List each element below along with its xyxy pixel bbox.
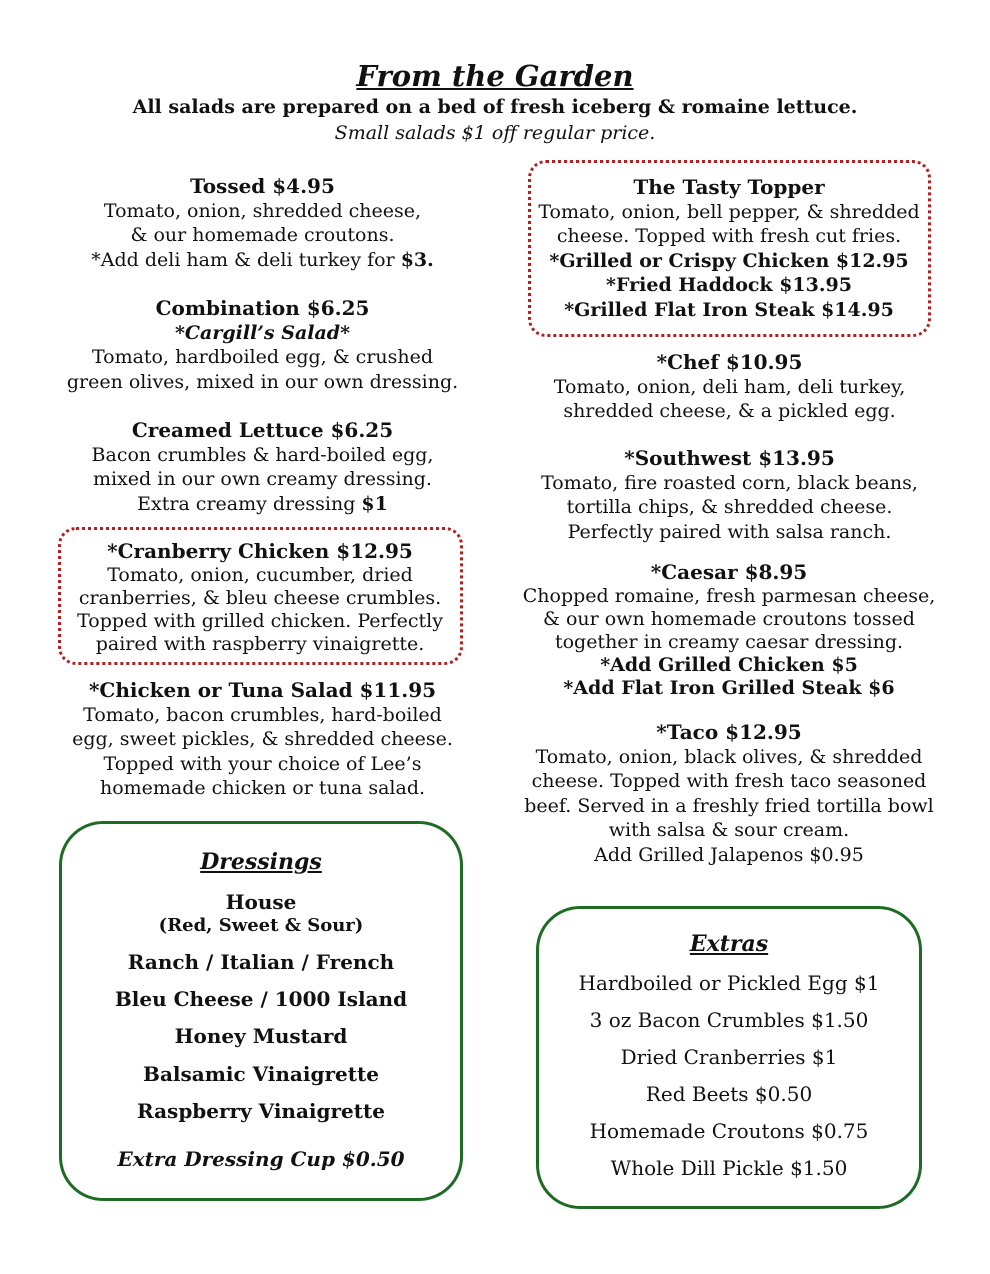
item-desc: Add Grilled Jalapenos $0.95 bbox=[594, 843, 864, 866]
item-subtitle: *Cargill’s Salad* bbox=[174, 321, 351, 344]
salad-taco bbox=[520, 720, 938, 867]
addon-text: Extra creamy dressing bbox=[137, 492, 362, 515]
item-name: *Southwest $13.95 bbox=[624, 446, 835, 470]
salad-creamed-lettuce bbox=[60, 418, 465, 516]
item-name: Tossed $4.95 bbox=[190, 174, 335, 198]
item-desc: paired with raspberry vinaigrette. bbox=[95, 632, 425, 655]
item-option: *Grilled or Crispy Chicken $12.95 bbox=[549, 249, 909, 272]
item-desc: Tomato, onion, deli ham, deli turkey, bbox=[553, 375, 906, 398]
item-desc: cheese. Topped with fresh cut fries. bbox=[556, 225, 902, 247]
salad-chef bbox=[528, 350, 931, 424]
item-desc: & our own homemade croutons tossed bbox=[543, 607, 915, 630]
salad-southwest bbox=[528, 446, 931, 544]
item-desc: Tomato, onion, bell pepper, & shredded bbox=[538, 200, 920, 223]
item-desc: Topped with your choice of Lee’s bbox=[103, 752, 422, 775]
page-title: From the Garden bbox=[356, 59, 634, 93]
item-desc: Chopped romaine, fresh parmesan cheese, bbox=[522, 584, 936, 607]
small-salad-note: Small salads $1 off regular price. bbox=[334, 122, 656, 144]
item-name: *Caesar $8.95 bbox=[650, 560, 808, 584]
salad-tossed bbox=[60, 174, 465, 272]
item-name: *Cranberry Chicken $12.95 bbox=[107, 539, 413, 563]
extras-box bbox=[536, 906, 922, 1209]
dressings-title: Dressings bbox=[200, 849, 322, 875]
extras-title: Extras bbox=[689, 931, 769, 957]
item-desc: & our homemade croutons. bbox=[130, 224, 395, 246]
extra-option: Red Beets $0.50 bbox=[645, 1082, 813, 1106]
item-name: *Taco $12.95 bbox=[656, 720, 802, 744]
extra-option: Homemade Croutons $0.75 bbox=[589, 1119, 869, 1143]
item-desc: together in creamy caesar dressing. bbox=[554, 630, 904, 653]
item-option: *Add Flat Iron Grilled Steak $6 bbox=[563, 676, 895, 699]
dressings-box bbox=[59, 821, 463, 1201]
dressing-option: Raspberry Vinaigrette bbox=[137, 1099, 385, 1123]
dressing-house-sub: (Red, Sweet & Sour) bbox=[158, 915, 364, 936]
item-desc: green olives, mixed in our own dressing. bbox=[66, 370, 459, 393]
dressing-option: Honey Mustard bbox=[174, 1024, 348, 1048]
item-desc: Tomato, onion, cucumber, dried bbox=[107, 563, 413, 586]
item-desc: mixed in our own creamy dressing. bbox=[93, 468, 432, 490]
extra-option: 3 oz Bacon Crumbles $1.50 bbox=[589, 1008, 869, 1032]
item-desc: cheese. Topped with fresh taco seasoned bbox=[531, 770, 927, 792]
item-name: *Chef $10.95 bbox=[656, 350, 803, 374]
item-desc: Topped with grilled chicken. Perfectly bbox=[77, 609, 443, 632]
item-desc: Tomato, hardboiled egg, & crushed bbox=[91, 346, 434, 368]
item-desc: with salsa & sour cream. bbox=[608, 819, 850, 841]
item-desc: beef. Served in a freshly fried tortilla bowl bbox=[524, 794, 934, 817]
dressing-option: Ranch / Italian / French bbox=[127, 950, 395, 974]
dressing-option: Bleu Cheese / 1000 Island bbox=[114, 987, 408, 1011]
item-desc: Perfectly paired with salsa ranch. bbox=[567, 520, 892, 543]
salad-combination bbox=[60, 296, 465, 394]
addon-text: *Add deli ham & deli turkey for bbox=[91, 248, 401, 271]
salad-caesar bbox=[520, 560, 938, 700]
item-desc: Bacon crumbles & hard-boiled egg, bbox=[91, 443, 434, 466]
item-addon bbox=[60, 248, 465, 273]
item-name: Creamed Lettuce $6.25 bbox=[131, 418, 394, 442]
dressing-option: Balsamic Vinaigrette bbox=[143, 1062, 379, 1086]
item-desc: Tomato, onion, black olives, & shredded bbox=[535, 745, 923, 768]
extra-option: Whole Dill Pickle $1.50 bbox=[610, 1156, 848, 1180]
item-desc: shredded cheese, & a pickled egg. bbox=[563, 400, 896, 422]
item-option: *Fried Haddock $13.95 bbox=[606, 274, 852, 296]
item-desc: egg, sweet pickles, & shredded cheese. bbox=[72, 728, 453, 750]
item-name: The Tasty Topper bbox=[633, 175, 825, 199]
addon-price: $1 bbox=[361, 492, 388, 515]
salad-cranberry-chicken bbox=[60, 539, 460, 656]
item-name: Combination $6.25 bbox=[155, 296, 370, 320]
item-option: *Grilled Flat Iron Steak $14.95 bbox=[564, 298, 894, 321]
page-subtitle: All salads are prepared on a bed of fresh iceberg & romaine lettuce. bbox=[132, 96, 858, 118]
item-desc: Tomato, bacon crumbles, hard-boiled bbox=[83, 703, 442, 726]
menu-header bbox=[0, 58, 990, 146]
item-desc: cranberries, & bleu cheese crumbles. bbox=[78, 586, 442, 609]
salad-chicken-tuna bbox=[60, 678, 465, 801]
item-desc: homemade chicken or tuna salad. bbox=[99, 777, 426, 799]
item-desc: tortilla chips, & shredded cheese. bbox=[566, 496, 893, 518]
item-desc: Tomato, onion, shredded cheese, bbox=[103, 199, 422, 222]
salad-tasty-topper bbox=[530, 175, 928, 322]
item-addon bbox=[60, 492, 465, 517]
item-name: *Chicken or Tuna Salad $11.95 bbox=[88, 678, 437, 702]
extra-option: Hardboiled or Pickled Egg $1 bbox=[578, 971, 880, 995]
addon-price: $3. bbox=[400, 248, 434, 271]
extra-option: Dried Cranberries $1 bbox=[620, 1045, 838, 1069]
dressing-house: House bbox=[225, 890, 297, 914]
extra-dressing-cup: Extra Dressing Cup $0.50 bbox=[117, 1147, 405, 1171]
item-option: *Add Grilled Chicken $5 bbox=[600, 653, 858, 676]
item-desc: Tomato, fire roasted corn, black beans, bbox=[541, 471, 918, 494]
